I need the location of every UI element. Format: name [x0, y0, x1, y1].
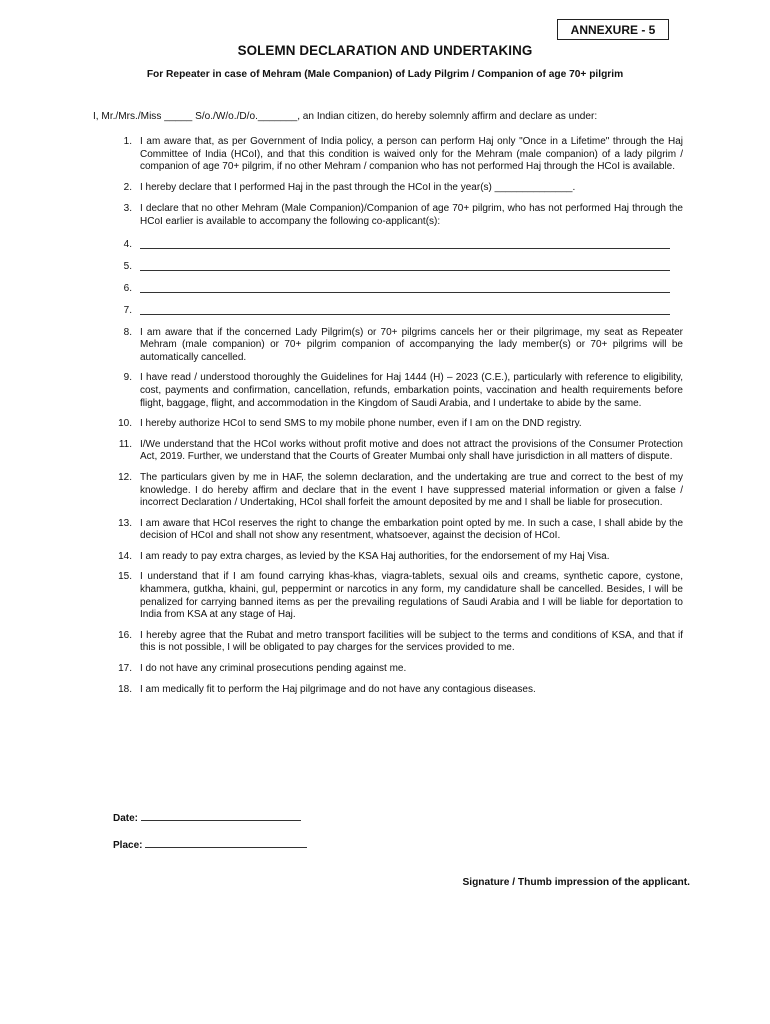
item-number: 8.: [123, 326, 132, 338]
document-subtitle: For Repeater in case of Mehram (Male Companion) of Lady Pilgrim / Companion of age 70+ pilgrim: [146, 69, 624, 80]
list-item: [108, 630, 683, 655]
item-text: I am medically fit to perform the Haj pilgrimage and do not have any contagious diseases.: [140, 683, 536, 695]
item-number: 3.: [123, 203, 132, 215]
item-number: 1.: [123, 136, 132, 147]
list-item: [108, 203, 683, 228]
list-item: [108, 418, 683, 431]
item-number: 12.: [118, 471, 132, 483]
item-number: 11.: [118, 438, 132, 450]
co-applicant-blank-line[interactable]: [140, 283, 670, 293]
item-number: 13.: [118, 517, 132, 529]
signature-label: Signature / Thumb impression of the applicant.: [462, 877, 690, 888]
declaration-intro: I, Mr./Mrs./Miss _____ S/o./W/o./D/o._______, an Indian citizen, do hereby solemnly affirm and declare as under:: [93, 111, 598, 122]
item-text: I/We understand that the HCoI works without profit motive and does not attract the provisions of the Consumer Protection Act, 2019. Further, we understand that the Courts of Greater Mumbai only shall have jurisdiction in all matters of dispute.: [140, 438, 683, 463]
item-text: I declare that no other Mehram (Male Companion)/Companion of age 70+ pilgrim, who has not performed Haj through the HCoI earlier is available to accompany the following co-applicant(s):: [140, 203, 683, 227]
item-number: 6.: [123, 282, 132, 294]
place-label: Place:: [113, 840, 143, 851]
item-text: I am aware that if the concerned Lady Pilgrim(s) or 70+ pilgrims cancels her or their pilgrimage, my seat as Repeater Mehram (male companion) or 70+ pilgrim companion of accompanying the lady member(s) or 70+ pilgrims will be automatically cancelled.: [140, 326, 683, 363]
list-item: [108, 261, 683, 274]
list-item: [108, 182, 683, 195]
place-field[interactable]: [145, 837, 307, 848]
item-number: 17.: [118, 663, 132, 675]
co-applicant-blank-line[interactable]: [140, 261, 670, 271]
list-item: [108, 305, 683, 318]
item-text: I hereby agree that the Rubat and metro transport facilities will be subject to the terms and conditions of KSA, and that if this is not possible, I will be obligated to pay charges for the services provided to me.: [140, 629, 683, 654]
place-row: [113, 837, 307, 851]
item-number: 2.: [123, 181, 132, 193]
co-applicant-blank-line[interactable]: [140, 305, 670, 315]
list-item: [108, 663, 683, 676]
item-text: I do not have any criminal prosecutions pending against me.: [140, 663, 407, 675]
item-number: 16.: [118, 629, 132, 641]
item-number: 4.: [123, 238, 132, 250]
list-item: [108, 136, 683, 174]
list-item: [108, 684, 683, 697]
item-number: 7.: [123, 304, 132, 316]
list-item: [108, 372, 683, 410]
item-text: The particulars given by me in HAF, the solemn declaration, and the undertaking are true and correct to the best of my knowledge. I do hereby affirm and declare that in the event I have suppressed material information or given a false / incorrect Declaration / Undertaking, HCoI shall forfeit the amount deposited by me and I shall be liable for prosecution.: [140, 471, 683, 509]
item-number: 15.: [118, 571, 132, 583]
list-item: [108, 439, 683, 464]
list-item: [108, 239, 683, 252]
item-number: 5.: [123, 260, 132, 272]
item-text: I have read / understood thoroughly the Guidelines for Haj 1444 (H) – 2023 (C.E.), particularly with reference to eligibility, cost, payments and confirmation, cancellation, refunds, embarkation points, vaccination and health requirements before flight, baggage, flight, and accommodation in the Kingdom of Saudi Arabia, and I undertake to abide by the same.: [140, 372, 683, 409]
document-title: SOLEMN DECLARATION AND UNDERTAKING: [237, 43, 533, 58]
item-text: I am aware that, as per Government of India policy, a person can perform Haj only "Once in a Lifetime" through the Haj Committee of India (HCoI), and that this condition is waived only for the Mehram (male companion) of a lady pilgrim / companion of age 70+ pilgrim, if no other Mehram / companion who has not performed Haj through the HCoI is available.: [140, 136, 683, 173]
declaration-list: [108, 136, 683, 704]
date-label: Date:: [113, 813, 139, 824]
list-item: [108, 327, 683, 365]
list-item: [108, 472, 683, 510]
list-item: [108, 571, 683, 621]
item-text: I hereby declare that I performed Haj in the past through the HCoI in the year(s) ______________.: [140, 181, 576, 193]
item-number: 10.: [118, 418, 132, 430]
list-item: [108, 283, 683, 296]
annexure-label: ANNEXURE - 5: [557, 19, 669, 40]
item-text: I am aware that HCoI reserves the right to change the embarkation point opted by me. In such a case, I shall abide by the decision of HCoI and shall not show any resentment, whatsoever, against the decision of HCoI.: [140, 517, 683, 542]
item-text: I hereby authorize HCoI to send SMS to my mobile phone number, even if I am on the DND registry.: [140, 418, 582, 430]
list-item: [108, 518, 683, 543]
item-number: 9.: [123, 372, 132, 384]
item-text: I understand that if I am found carrying khas-khas, viagra-tablets, sexual oils and creams, synthetic capore, cystone, khammera, gutkha, khaini, gul, peppermint or narcotics in any form, my candidature shall be cancelled. Besides, I will be penalized for carrying banned items as per the prevailing regulations of Saudi Arabia and I will be liable for deportation to India from KSA at any stage of Haj.: [140, 571, 683, 621]
co-applicant-blank-line[interactable]: [140, 239, 670, 249]
item-number: 18.: [118, 683, 132, 695]
item-text: I am ready to pay extra charges, as levied by the KSA Haj authorities, for the endorsement of my Haj Visa.: [140, 550, 610, 562]
date-field[interactable]: [141, 810, 301, 821]
list-item: [108, 551, 683, 564]
item-number: 14.: [118, 550, 132, 562]
date-row: [113, 810, 301, 824]
